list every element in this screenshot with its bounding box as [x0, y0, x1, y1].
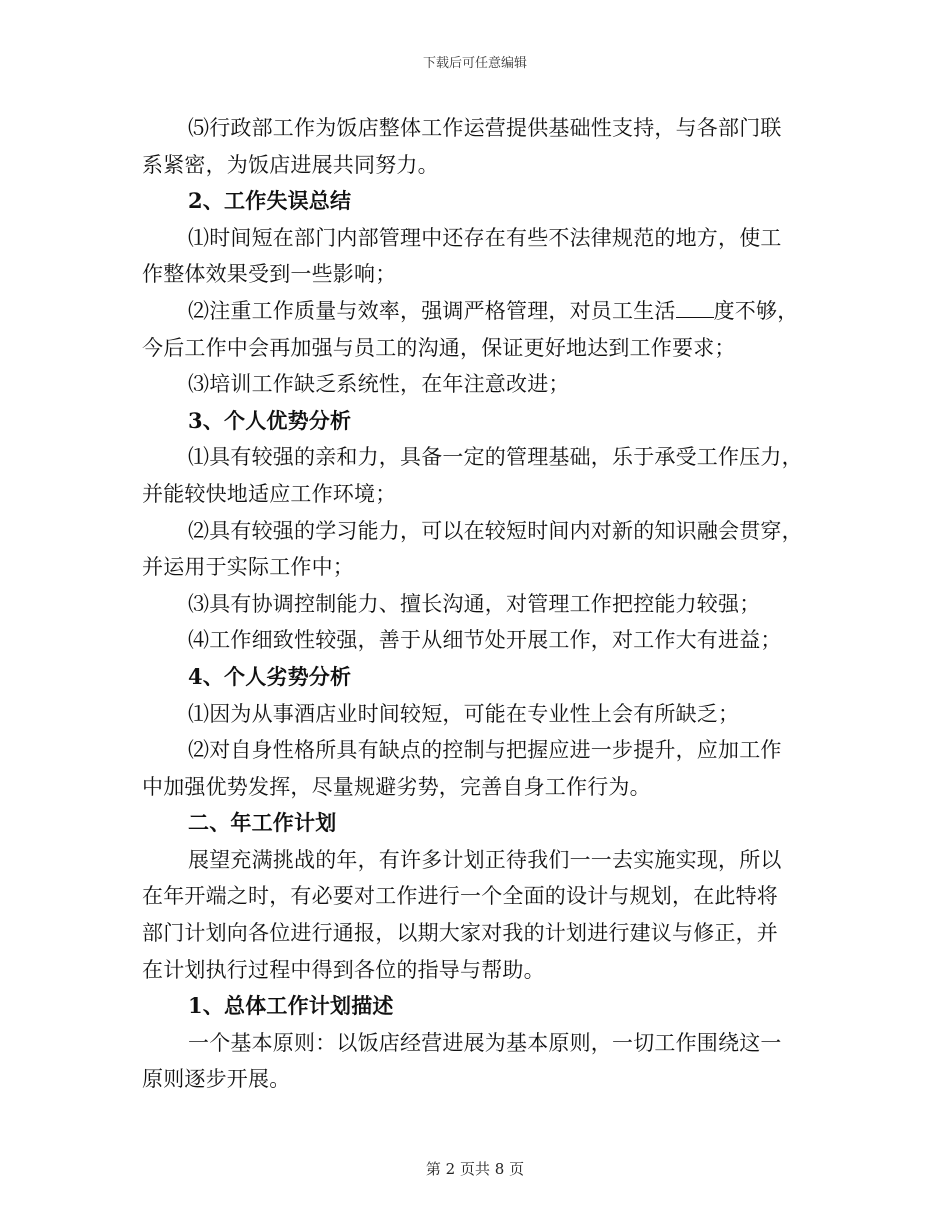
section-heading: 2、工作失误总结 [188, 188, 352, 214]
paragraph-line: 部门计划向各位进行通报，以期大家对我的计划进行建议与修正，并 [142, 921, 778, 946]
paragraph-line: 一个基本原则：以饭店经营进展为基本原则，一切工作围绕这一 [188, 1030, 782, 1055]
paragraph-line: 并能较快地适应工作环境； [142, 481, 397, 506]
paragraph-line: ⑶培训工作缺乏系统性，在年注意改进； [188, 372, 570, 397]
paragraph-line: ⑴时间短在部门内部管理中还存在有些不法律规范的地方，使工 [188, 225, 782, 250]
paragraph-line: 在年开端之时，有必要对工作进行一个全面的设计与规划，在此特将 [142, 884, 778, 909]
paragraph-line: ⑷工作细致性较强，善于从细节处开展工作，对工作大有进益； [188, 628, 782, 653]
blank-underline [676, 299, 714, 318]
section-heading: 二、年工作计划 [188, 810, 337, 836]
page-footer: 第 2 页共 8 页 [425, 1160, 525, 1178]
paragraph-line: ⑵具有较强的学习能力，可以在较短时间内对新的知识融会贯穿， [188, 518, 803, 543]
line-text: ⑵注重工作质量与效率，强调严格管理，对员工生活 [188, 298, 676, 323]
paragraph-line: ⑴因为从事酒店业时间较短，可能在专业性上会有所缺乏； [188, 701, 740, 726]
paragraph-line: 在计划执行过程中得到各位的指导与帮助。 [142, 957, 545, 982]
paragraph-line: ⑵对自身性格所具有缺点的控制与把握应进一步提升，应加工作 [188, 738, 782, 763]
section-heading: 4、个人劣势分析 [188, 663, 352, 689]
paragraph-line: 系紧密，为饭店进展共同努力。 [142, 152, 439, 177]
paragraph-line: 展望充满挑战的年，有许多计划正待我们一一去实施实现，所以 [188, 847, 782, 872]
paragraph-line: 原则逐步开展。 [142, 1067, 291, 1092]
line-text: 度不够， [713, 298, 799, 323]
page-header: 下载后可任意编辑 [422, 56, 527, 71]
paragraph-line: 中加强优势发挥，尽量规避劣势，完善自身工作行为。 [142, 774, 651, 799]
paragraph-line: ⑴具有较强的亲和力，具备一定的管理基础，乐于承受工作压力， [188, 445, 803, 470]
paragraph-line [142, 293, 814, 330]
section-heading: 3、个人优势分析 [188, 407, 352, 433]
paragraph-line: ⑸行政部工作为饭店整体工作运营提供基础性支持，与各部门联 [188, 116, 782, 140]
paragraph-line: ⑶具有协调控制能力、擅长沟通，对管理工作把控能力较强； [188, 591, 761, 616]
document-body [142, 110, 814, 1098]
paragraph-line: 今后工作中会再加强与员工的沟通，保证更好地达到工作要求； [142, 335, 736, 360]
paragraph-line: 作整体效果受到一些影响； [142, 262, 397, 287]
section-heading: 1、总体工作计划描述 [188, 993, 394, 1019]
paragraph-line: 并运用于实际工作中； [142, 555, 354, 580]
